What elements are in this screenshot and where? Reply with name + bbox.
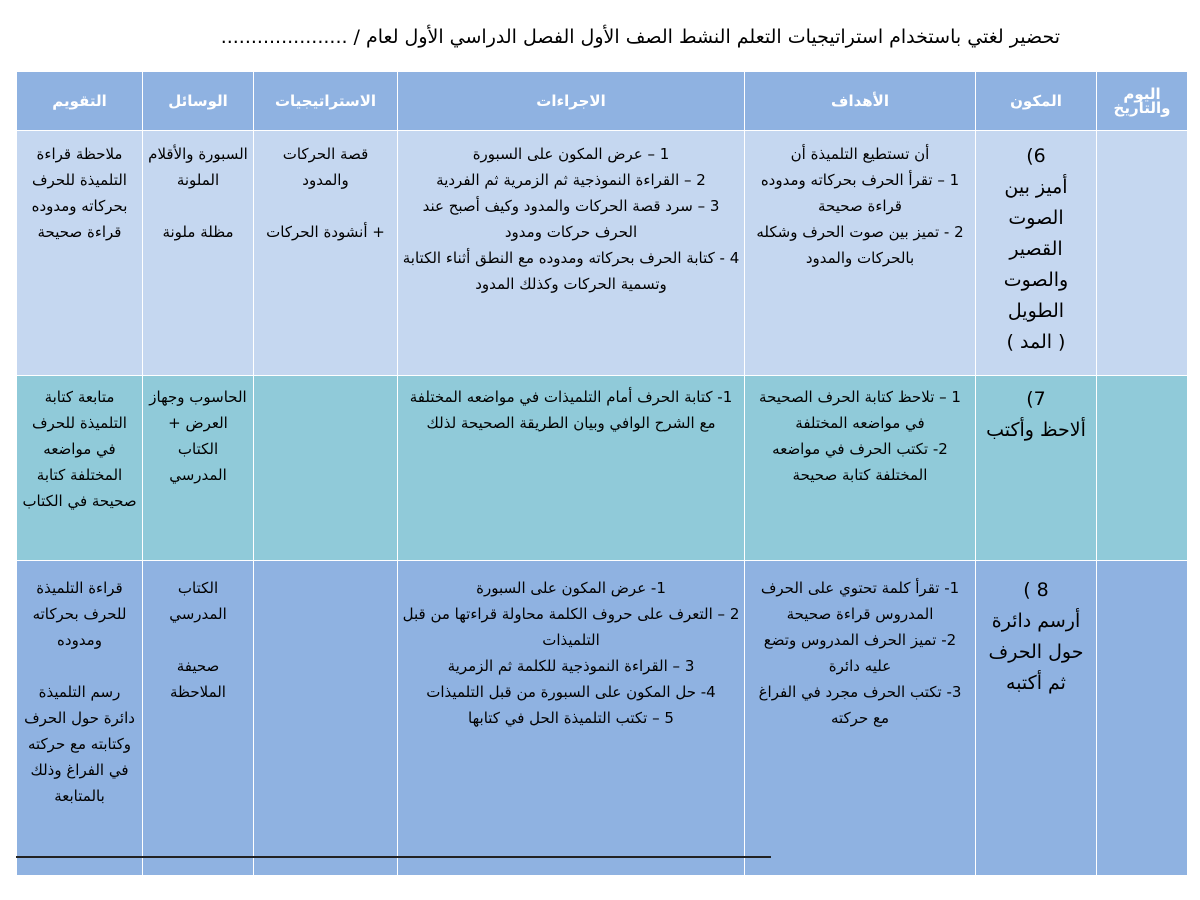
lesson-plan-table bbox=[16, 71, 1188, 876]
cell-component bbox=[976, 131, 1097, 376]
header-evaluation: التقويم bbox=[17, 72, 143, 131]
cell-procedures-text: 1 – عرض المكون على السبورة 2 – القراءة النموذجية ثم الزمرية ثم الفردية 3 – سرد قصة الحركات والمدود وكيف أصبح عند الحرف حركات ومدود 4 - كتابة الحرف بحركاته ومدوده مع النطق أثناء الكتابة وتسمية الحركات وكذلك المدود bbox=[402, 145, 740, 293]
cell-objectives-text: 1- تقرأ كلمة تحتوي على الحرف المدروس قراءة صحيحة 2- تميز الحرف المدروس وتضع عليه دائرة 3- تكتب الحرف مجرد في الفراغ مع حركته bbox=[758, 579, 962, 727]
cell-component bbox=[976, 561, 1097, 876]
cell-day bbox=[1097, 561, 1188, 876]
table-row bbox=[17, 561, 1188, 876]
cell-tools-text: الكتاب المدرسي صحيفة الملاحظة bbox=[169, 579, 227, 701]
header-component: المكون bbox=[976, 72, 1097, 131]
cell-evaluation-text: ملاحظة قراءة التلميذة للحرف بحركاته ومدوده قراءة صحيحة bbox=[31, 145, 128, 241]
cell-procedures bbox=[398, 131, 745, 376]
cell-tools bbox=[143, 561, 254, 876]
header-strategies: الاستراتيجيات bbox=[254, 72, 398, 131]
table-row bbox=[17, 376, 1188, 561]
cell-objectives-text: أن تستطيع التلميذة أن 1 – تقرأ الحرف بحركاته ومدوده قراءة صحيحة 2 - تميز بين صوت الحرف وشكله بالحركات والمدود bbox=[756, 145, 964, 267]
cell-procedures-text: 1- عرض المكون على السبورة 2 – التعرف على حروف الكلمة محاولة قراءتها من قبل التلميذات 3 – القراءة النموذجية للكلمة ثم الزمرية 4- حل المكون على السبورة من قبل التلميذات 5 – تكتب التلميذة الحل في كتابها bbox=[402, 579, 740, 727]
cell-strategies bbox=[254, 131, 398, 376]
cell-component-text: 8 ) أرسم دائرة حول الحرف ثم أكتبه bbox=[988, 579, 1084, 694]
cell-component-text: 6) أميز بين الصوت القصير والصوت الطويل ( المد ) bbox=[1003, 145, 1069, 353]
cell-procedures bbox=[398, 376, 745, 561]
cell-component-text: 7) ألاحظ وأكتب bbox=[986, 388, 1086, 441]
header-procedures: الاجراءات bbox=[398, 72, 745, 131]
cell-day bbox=[1097, 376, 1188, 561]
cell-procedures-text: 1- كتابة الحرف أمام التلميذات في مواضعه المختلفة مع الشرح الوافي وبيان الطريقة الصحيحة لذلك bbox=[409, 388, 733, 432]
cell-tools-text: السبورة والأقلام الملونة مظلة ملونة bbox=[148, 145, 248, 241]
header-day: اليوم والتاريخ bbox=[1097, 72, 1188, 131]
cell-evaluation-text: قراءة التلميذة للحرف بحركاته ومدوده رسم التلميذة دائرة حول الحرف وكتابته مع حركته في الفراغ وذلك بالمتابعة bbox=[24, 579, 135, 805]
cell-strategies-text: قصة الحركات والمدود + أنشودة الحركات bbox=[266, 145, 385, 241]
cell-strategies bbox=[254, 376, 398, 561]
cell-evaluation bbox=[17, 131, 143, 376]
cell-objectives bbox=[745, 376, 976, 561]
cell-strategies bbox=[254, 561, 398, 876]
header-tools: الوسائل bbox=[143, 72, 254, 131]
header-objectives: الأهداف bbox=[745, 72, 976, 131]
cell-evaluation bbox=[17, 376, 143, 561]
cell-tools-text: الحاسوب وجهاز العرض + الكتاب المدرسي bbox=[149, 388, 247, 484]
cell-objectives bbox=[745, 131, 976, 376]
table-header-row bbox=[17, 72, 1188, 131]
cell-day bbox=[1097, 131, 1188, 376]
cell-evaluation bbox=[17, 561, 143, 876]
cell-component bbox=[976, 376, 1097, 561]
table-row bbox=[17, 131, 1188, 376]
cell-procedures bbox=[398, 561, 745, 876]
table-bottom-rule bbox=[16, 856, 771, 858]
cell-tools bbox=[143, 376, 254, 561]
cell-evaluation-text: متابعة كتابة التلميذة للحرف في مواضعه المختلفة كتابة صحيحة في الكتاب bbox=[22, 388, 137, 510]
cell-objectives bbox=[745, 561, 976, 876]
cell-tools bbox=[143, 131, 254, 376]
cell-objectives-text: 1 – تلاحظ كتابة الحرف الصحيحة في مواضعه المختلفة 2- تكتب الحرف في مواضعه المختلفة كتابة صحيحة bbox=[759, 388, 961, 484]
page-title: تحضير لغتي باستخدام استراتيجيات التعلم النشط الصف الأول الفصل الدراسي الأول لعام / ..................... bbox=[220, 26, 1060, 48]
